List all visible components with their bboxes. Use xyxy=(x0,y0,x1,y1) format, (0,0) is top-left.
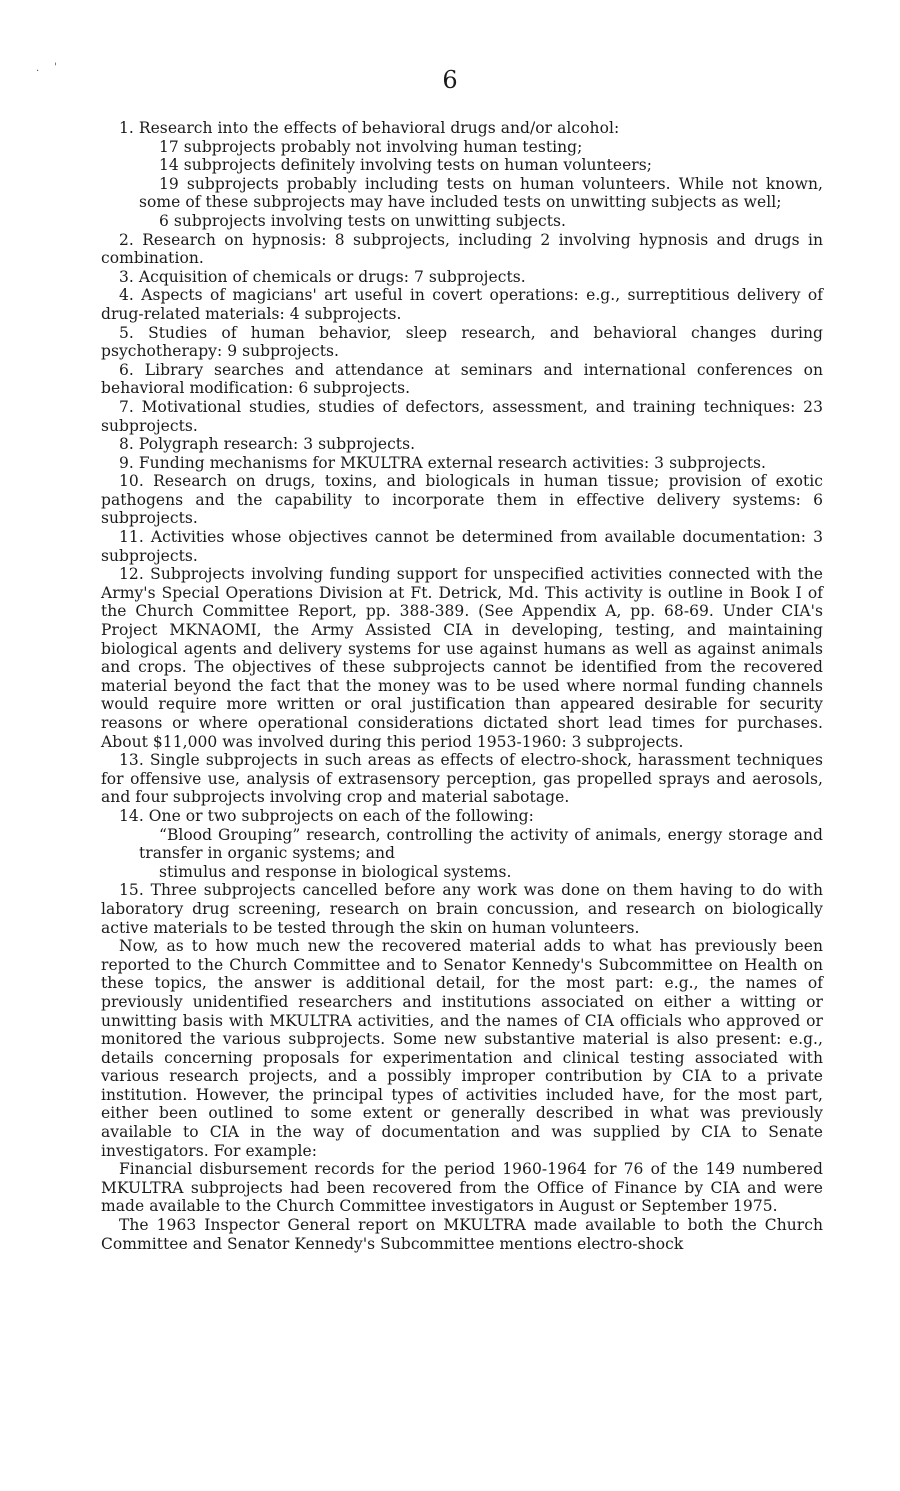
item-3: 3. Acquisition of chemicals or drugs: 7 subprojects. xyxy=(119,267,526,286)
page-number: 6 xyxy=(442,66,458,94)
item-1-sub-4: 6 subprojects involving tests on unwitting subjects. xyxy=(159,211,566,230)
item-12: 12. Subprojects involving funding support for unspecified activities connected with the Army's Special Operations Division at Ft. Detrick, Md. This activity is outline in Book I of the Church Committee Report, pp. 388-389. (See Appendix A, pp. 68-69. Under CIA's Project MKNAOMI, the Army Assisted CIA in developing, testing, and maintaining biological agents and delivery systems for use against humans as well as against animals and crops. The objectives of these subprojects cannot be identified from the recovered material beyond the fact that the money was to be used where normal funding channels would require more written or oral justification than appeared desirable for security reasons or where operational considerations dictated short lead times for purchases. About $11,000 was involved during this period 1953-1960: 3 subprojects. xyxy=(101,565,823,751)
item-7: 7. Motivational studies, studies of defectors, assessment, and training techniques: 23 subprojects. xyxy=(101,397,823,435)
item-9: 9. Funding mechanisms for MKULTRA external research activities: 3 subprojects. xyxy=(119,453,766,472)
item-4: 4. Aspects of magicians' art useful in covert operations: e.g., surreptitious delivery of drug-related materials: 4 subprojects. xyxy=(101,286,823,323)
item-1-sub-3: 19 subprojects probably including tests on human volunteers. While not known, some of these subprojects may have included tests on unwitting subjects as well; xyxy=(139,174,823,212)
scan-speck: · xyxy=(36,66,40,77)
item-2: 2. Research on hypnosis: 8 subprojects, including 2 involving hypnosis and drugs in combination. xyxy=(101,230,823,268)
item-13: 13. Single subprojects in such areas as effects of electro-shock, harassment techniques for offensive use, analysis of extrasensory perception, gas propelled sprays and aerosols, and four subprojects involving crop and material sabotage. xyxy=(101,751,823,807)
item-1-heading: 1. Research into the effects of behavioral drugs and/or alcohol: xyxy=(119,119,620,137)
item-14-sub-1: “Blood Grouping” research, controlling the activity of animals, energy storage and transfer in organic systems; and xyxy=(139,825,823,863)
item-1-sub-1: 17 subprojects probably not involving human testing; xyxy=(159,137,583,156)
item-8: 8. Polygraph research: 3 subprojects. xyxy=(119,435,416,454)
paragraph-now: Now, as to how much new the recovered material adds to what has previously been reported to the Church Committee and to Senator Kennedy's Subcommittee on Health on these topics, the answer is additional detail, for the most part: e.g., the names of previously unidentified researchers and institutions associated on either a witting or unwitting basis with MKULTRA activities, and the names of CIA officials who approved or monitored the various subprojects. Some new substantive material is also present: e.g., details concerning proposals for experimentation and clinical testing associated with various research projects, and a possibly improper contribution by CIA to a private institution. However, the principal types of activities included have, for the most part, either been outlined to some extent or generally described in what was previously available to CIA in the way of documentation and was supplied by CIA to Senate investigators. For example: xyxy=(101,937,823,1160)
item-14-heading: 14. One or two subprojects on each of the following: xyxy=(119,806,534,825)
item-6: 6. Library searches and attendance at seminars and international conferences on behavioral modification: 6 subprojects. xyxy=(101,360,823,398)
item-5: 5. Studies of human behavior, sleep research, and behavioral changes during psychotherapy: 9 subprojects. xyxy=(101,323,823,361)
paragraph-financial: Financial disbursement records for the period 1960-1964 for 76 of the 149 numbered MKULTRA subprojects had been recovered from the Office of Finance by CIA and were made available to the Church Committee investigators in August or September 1975. xyxy=(101,1160,823,1216)
body-text xyxy=(101,119,823,1253)
scan-speck: ' xyxy=(54,62,57,73)
item-1-sub-2: 14 subprojects definitely involving tests on human volunteers; xyxy=(159,156,653,175)
paragraph-1963: The 1963 Inspector General report on MKULTRA made available to both the Church Committee and Senator Kennedy's Subcommittee mentions electro-shock xyxy=(101,1216,823,1253)
item-15: 15. Three subprojects cancelled before any work was done on them having to do with laboratory drug screening, research on brain concussion, and research on biologically active materials to be tested through the skin on human volunteers. xyxy=(101,881,823,937)
item-14-sub-2: stimulus and response in biological systems. xyxy=(159,862,512,881)
item-10: 10. Research on drugs, toxins, and biologicals in human tissue; provision of exotic pathogens and the capability to incorporate them in effective delivery systems: 6 subprojects. xyxy=(101,472,823,528)
item-11: 11. Activities whose objectives cannot be determined from available documentation: 3 subprojects. xyxy=(101,528,823,565)
